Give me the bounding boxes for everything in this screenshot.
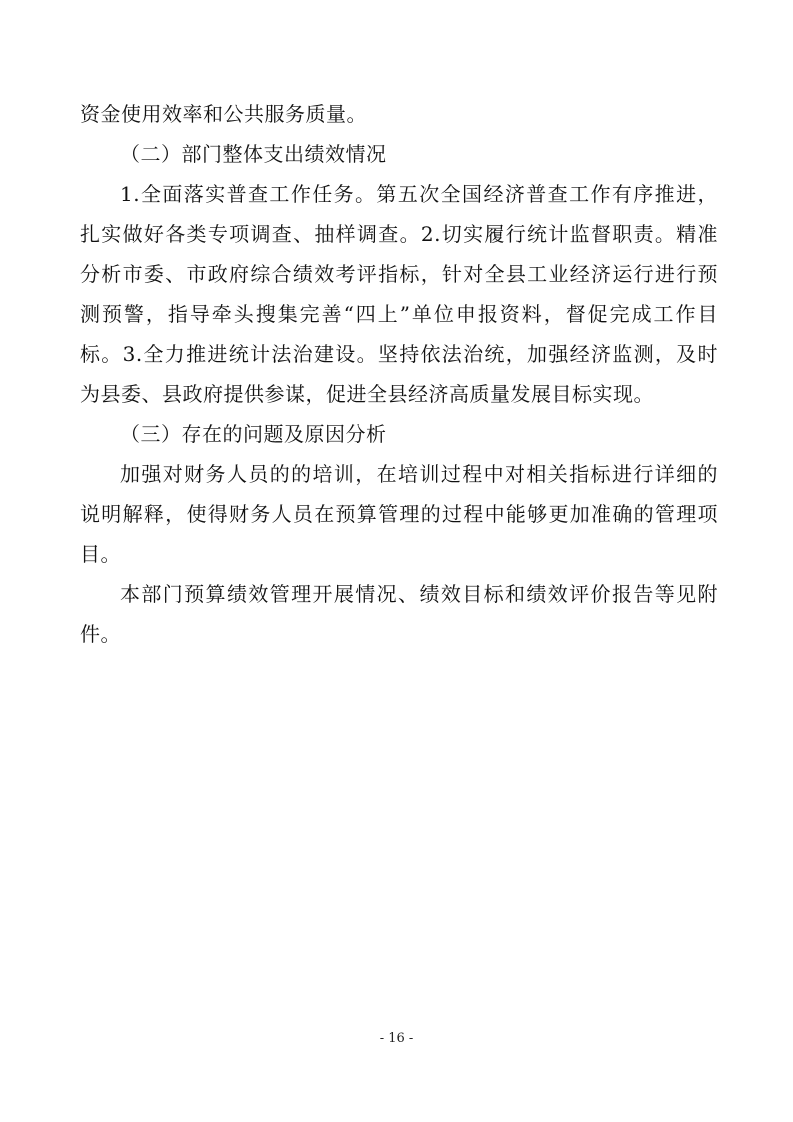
paragraph-line: 标。3.全力推进统计法治建设。坚持依法治统，加强经济监测，及时 xyxy=(80,342,718,366)
paragraph-line: 扎实做好各类专项调查、抽样调查。2.切实履行统计监督职责。精准 xyxy=(80,222,718,246)
paragraph-line: 加强对财务人员的的培训，在培训过程中对相关指标进行详细的 xyxy=(120,462,718,486)
paragraph-line: 分析市委、市政府综合绩效考评指标，针对全县工业经济运行进行预 xyxy=(80,262,718,286)
paragraph-continuation: 资金使用效率和公共服务质量。 xyxy=(80,102,367,126)
paragraph-attachment-note xyxy=(80,578,718,650)
paragraph-line: 目。 xyxy=(80,542,121,566)
document-body xyxy=(80,98,718,650)
paragraph-line: 1.全面落实普查工作任务。第五次全国经济普查工作有序推进， xyxy=(120,182,718,206)
paragraph-line: 测预警，指导牵头搜集完善“四上”单位申报资料，督促完成工作目 xyxy=(80,302,718,326)
section-heading-problems: （三）存在的问题及原因分析 xyxy=(120,422,387,446)
page-number: - 16 - xyxy=(379,1031,414,1046)
paragraph-line: 说明解释，使得财务人员在预算管理的过程中能够更加准确的管理项 xyxy=(80,502,718,526)
paragraph-line: 件。 xyxy=(80,622,121,646)
paragraph-line: 为县委、县政府提供参谋，促进全县经济高质量发展目标实现。 xyxy=(80,382,654,406)
paragraph-problems xyxy=(80,458,718,570)
paragraph-performance xyxy=(80,178,718,410)
paragraph-line: 本部门预算绩效管理开展情况、绩效目标和绩效评价报告等见附 xyxy=(120,582,718,606)
section-heading-overall-performance: （二）部门整体支出绩效情况 xyxy=(120,142,387,166)
